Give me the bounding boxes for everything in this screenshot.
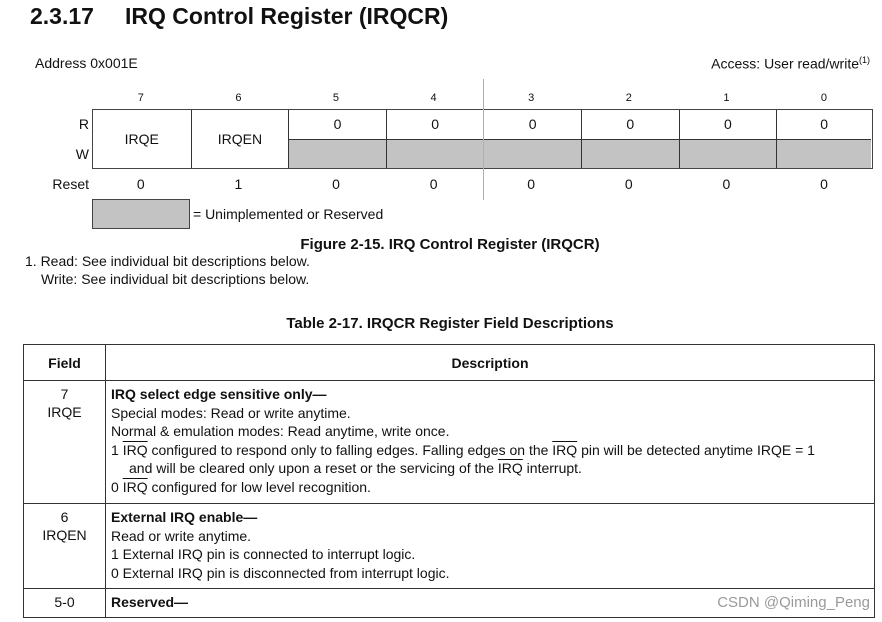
description-cell xyxy=(106,504,875,589)
reset-bit-5: 0 xyxy=(332,176,340,192)
reset-bit-2: 0 xyxy=(624,176,633,192)
table-row xyxy=(24,504,875,589)
reset-bit-4: 0 xyxy=(429,176,438,192)
description-line: 1 External IRQ pin is connected to interrupt logic. xyxy=(111,546,416,562)
field-bit: 5-0 xyxy=(54,594,75,610)
irq-signal: $\overline{IRQ}$ xyxy=(122,478,148,495)
value-prefix: 0 xyxy=(111,478,123,495)
field-cell xyxy=(24,589,106,618)
register-access xyxy=(711,55,870,72)
irq-signal: $\overline{IRQ}$ xyxy=(552,441,578,458)
bit-0-read: 0 xyxy=(776,110,871,139)
bit-0-write-reserved xyxy=(776,139,871,168)
bit-number-0: 0 xyxy=(820,92,828,104)
description-line xyxy=(111,459,874,478)
bit-2-read: 0 xyxy=(581,110,679,139)
text: interrupt. xyxy=(522,460,582,476)
description-line xyxy=(111,441,874,460)
footnote-read: 1. Read: See individual bit descriptions below. xyxy=(25,253,310,269)
irq-signal: $\overline{IRQ}$ xyxy=(497,460,523,476)
bit-number-2: 2 xyxy=(625,92,632,104)
irq-signal: $\overline{IRQ}$ xyxy=(122,441,148,458)
header-field: Field xyxy=(24,345,106,381)
value-prefix: 1 xyxy=(111,441,123,458)
text: configured for low level recognition. xyxy=(147,478,371,495)
address-label: Address xyxy=(35,55,87,71)
description-heading: IRQ select edge sensitive only— xyxy=(111,386,327,402)
field-cell xyxy=(24,381,106,504)
bit-1-write-reserved xyxy=(679,139,777,168)
figure-caption: Figure 2-15. IRQ Control Register (IRQCR) xyxy=(300,236,600,253)
bit-5-read: 0 xyxy=(288,110,386,139)
legend-swatch xyxy=(92,199,190,229)
register-address xyxy=(35,55,138,71)
bit-number-5: 5 xyxy=(332,92,340,104)
legend-text: = Unimplemented or Reserved xyxy=(193,206,384,222)
bit-2-write-reserved xyxy=(581,139,679,168)
field-cell xyxy=(24,504,106,589)
description-line: 0 External IRQ pin is disconnected from interrupt logic. xyxy=(111,564,450,581)
description-heading: Reserved— xyxy=(111,594,189,610)
row-label-write: W xyxy=(75,146,89,162)
description-line xyxy=(111,478,874,497)
reset-bit-0: 0 xyxy=(820,176,828,192)
description-line: Special modes: Read or write anytime. xyxy=(111,404,351,421)
text: and will be cleared only upon a reset or the servicing of the xyxy=(129,460,498,476)
bit-3-write-reserved xyxy=(483,139,581,168)
description-line: Read or write anytime. xyxy=(111,527,252,544)
footnote-write: Write: See individual bit descriptions below. xyxy=(41,271,310,287)
text: pin will be detected anytime IRQE = 1 xyxy=(577,441,815,458)
field-bit: 6 xyxy=(60,509,69,525)
table-caption: Table 2-17. IRQCR Register Field Descriptions xyxy=(286,315,614,332)
reset-bit-3: 0 xyxy=(527,176,536,192)
bit-4-read: 0 xyxy=(386,110,484,139)
reset-bit-7: 0 xyxy=(136,176,145,192)
bit-3-read: 0 xyxy=(483,110,581,139)
bit-number-7: 7 xyxy=(137,92,144,104)
bit-4-write-reserved xyxy=(386,139,484,168)
bit-number-3: 3 xyxy=(528,92,535,104)
field-name: IRQE xyxy=(47,404,82,420)
bit-number-4: 4 xyxy=(430,92,437,104)
bit-6-irqen: IRQEN xyxy=(191,110,289,168)
row-label-reset: Reset xyxy=(52,176,89,192)
table-row xyxy=(24,381,875,504)
description-heading: External IRQ enable— xyxy=(111,509,258,525)
table-header-row xyxy=(24,345,875,381)
bit-7-irqe: IRQE xyxy=(124,131,159,147)
header-description: Description xyxy=(106,345,875,381)
reset-bit-6: 1 xyxy=(234,176,243,192)
bit-number-1: 1 xyxy=(723,92,730,104)
field-name: IRQEN xyxy=(42,527,87,543)
bit-1-read: 0 xyxy=(679,110,777,139)
reset-bit-1: 0 xyxy=(722,176,731,192)
row-label-read: R xyxy=(78,116,89,132)
bit-number-6: 6 xyxy=(235,92,242,104)
description-line: Normal & emulation modes: Read anytime, write once. xyxy=(111,423,450,439)
bit-5-write-reserved xyxy=(288,139,386,168)
address-value: 0x001E xyxy=(90,55,138,71)
section-heading xyxy=(30,3,448,30)
watermark: CSDN @Qiming_Peng xyxy=(717,594,870,611)
section-title: IRQ Control Register (IRQCR) xyxy=(125,3,449,29)
access-text: Access: User read/write xyxy=(711,55,859,72)
access-footnote-ref: (1) xyxy=(859,55,870,65)
field-description-table xyxy=(23,344,875,618)
text: configured to respond only to falling edges. Falling edges on the xyxy=(147,441,553,458)
section-number: 2.3.17 xyxy=(30,3,94,29)
description-cell xyxy=(106,381,875,504)
field-bit: 7 xyxy=(60,386,69,402)
